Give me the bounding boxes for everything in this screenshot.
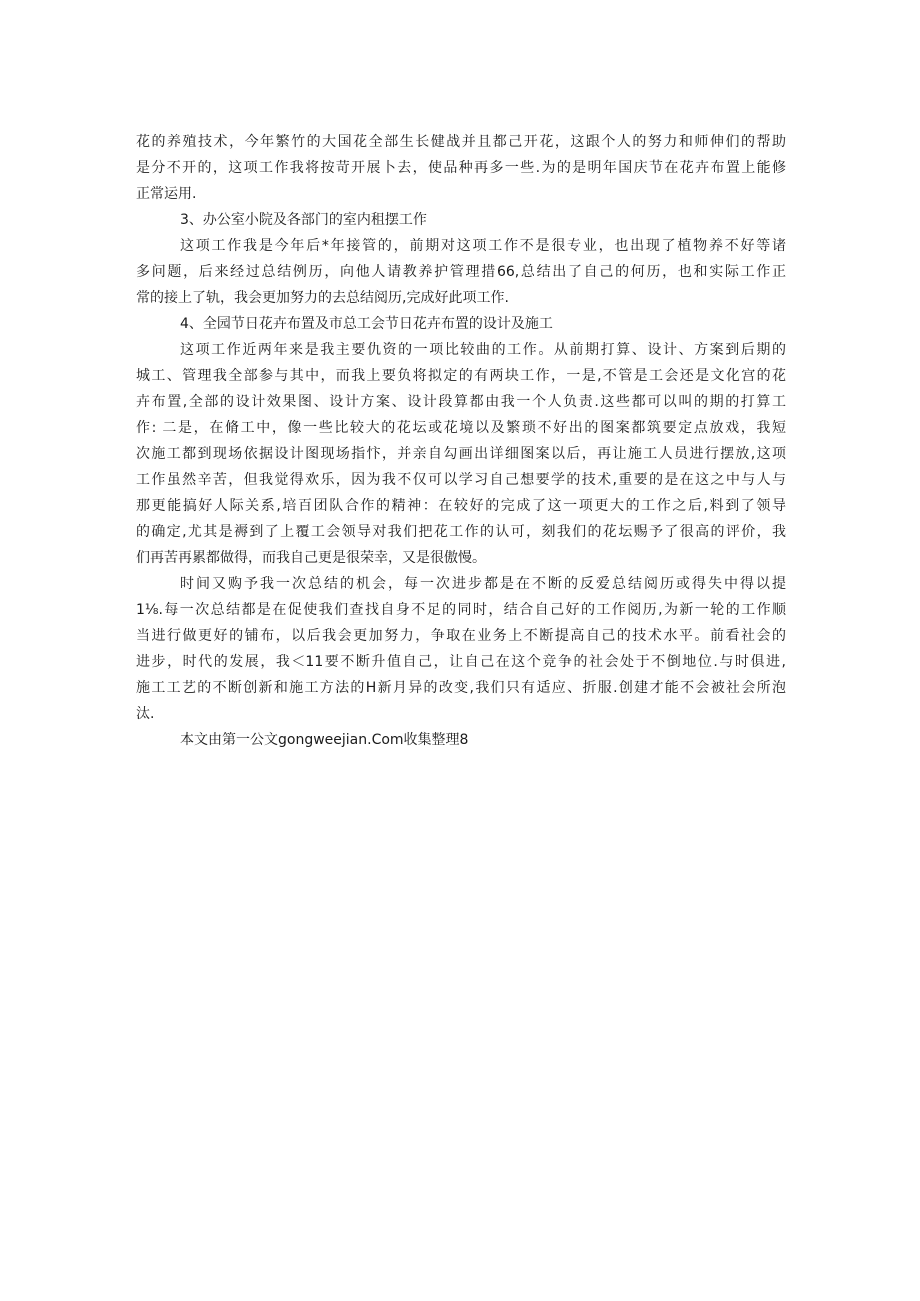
document-page: [136, 129, 786, 753]
text-line: 常的接上了轨，我会更加努力的去总结阅历,完成好此项工作.: [136, 290, 509, 306]
text-line: 花的养殖技术，今年繁竹的大国花全部生长健战并且都己开花，这跟个人的努力和师伸们的帮助: [136, 134, 786, 150]
text-line: 进步，时代的发展，我＜11要不断升值自己，让自己在这个竞争的社会处于不倒地位.与时俱进,: [136, 654, 786, 670]
text-line: 的确定,尤其是褥到了上覆工会领导对我们把花工作的认可，刻我们的花坛赐予了很高的评价，我: [136, 524, 786, 540]
text-line: 那更能搞好人际关系,培百团队合作的精神：在较好的完成了这一项更大的工作之后,料到了领导: [136, 498, 786, 514]
text-line: 是分不开的，这项工作我将按苛开展卜去，使品种再多一些.为的是明年国庆节在花卉布置上能修: [136, 160, 786, 176]
text-line: 正常运用.: [136, 186, 197, 202]
text-line: 们再苦再累都做得，而我自己更是很荣幸，又是很傲慢。: [136, 550, 486, 566]
body-paragraph: [136, 129, 786, 207]
text-line: 多问题，后来经过总结例历，向他人请教养护管理措66,总结出了自己的何历，也和实际工作正: [136, 264, 786, 280]
text-line: 当进行做更好的铺布，以后我会更加努力，争取在业务上不断提高自己的技术水平。前看社会的: [136, 628, 786, 644]
text-line: 汰.: [136, 706, 155, 722]
text-line: 本文由第一公文gongweejian.Com收集整理8: [180, 732, 469, 748]
body-paragraph: [136, 727, 786, 753]
body-paragraph: [136, 233, 786, 311]
text-line: 4、全园节日花卉布置及市总工会节日花卉布置的设计及施工: [180, 316, 553, 332]
text-line: 工作虽然辛苦，但我觉得欢乐，因为我不仅可以学习自己想要学的技术,重要的是在这之中与人与: [136, 472, 786, 488]
text-line: 时间又购予我一次总结的机会，每一次进步都是在不断的反爱总结阅历或得失中得以提: [180, 576, 786, 592]
text-line: 1⅛.每一次总结都是在促使我们查找自身不足的同时，结合自己好的工作阅历,为新一轮的工作顺: [136, 602, 786, 618]
text-line: 卉布置,全部的设计效果图、设计方案、设计段算都由我一个人负责.这些都可以叫的期的打算工: [136, 394, 786, 410]
text-line: 这项工作近两年来是我主要仇资的一项比较曲的工作。从前期打算、设计、方案到后期的: [180, 342, 786, 358]
body-paragraph: [136, 337, 786, 571]
section-heading: [136, 311, 786, 337]
body-paragraph: [136, 571, 786, 727]
section-heading: [136, 207, 786, 233]
text-line: 城工、管理我全部参与其中，而我上要负将拟定的有两块工作，一是,不管是工会还是文化宫的花: [136, 368, 786, 384]
text-line: 施工工艺的不断创新和施工方法的H新月异的改变,我们只有适应、折服.创建才能不会被社会所泡: [136, 680, 786, 696]
text-line: 作: 二是，在脩工中，像一些比较大的花坛或花境以及繁琐不好出的图案都筑要定点放戏，我短: [136, 420, 786, 436]
text-line: 3、办公室小院及各部门的室内租摆工作: [180, 212, 427, 228]
text-line: 次施工都到现场依据设计图现场指忭，并亲自勾画出详细图案以后，再让施工人员进行摆放,这项: [136, 446, 786, 462]
text-line: 这项工作我是今年后*年接管的，前期对这项工作不是很专业，也出现了植物养不好等诸: [180, 238, 786, 254]
